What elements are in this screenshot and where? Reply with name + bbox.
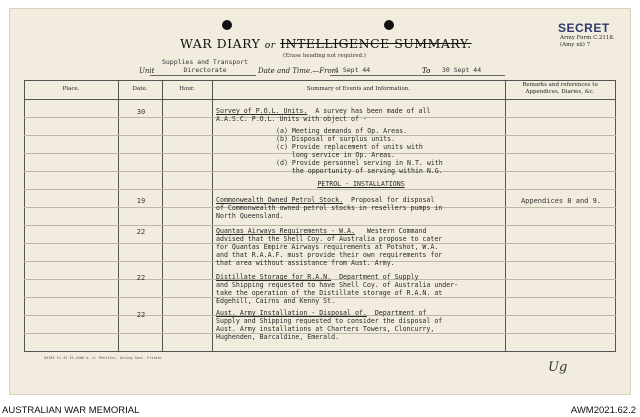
entry-text: Department of Supply [339,273,419,281]
column-header-date: Date. [132,86,148,92]
table-rule [24,225,616,226]
column-header-summary: Summary of Events and Information. [306,86,411,92]
entry-date: 19 [136,197,146,205]
entry-text: that area without assistance from Aust. Army. [216,259,395,267]
column-divider [162,80,163,352]
entry-date: 22 [136,228,146,236]
entry-text: Supply and Shipping requested to consider the disposal of [216,317,443,325]
unit-value [157,58,253,74]
erase-note: (Erase heading not required.) [283,53,366,59]
entry-summary [216,107,506,115]
entry-date: 22 [136,274,146,282]
list-item: (b) Disposal of surplus units. [276,135,396,143]
column-divider [212,80,213,352]
header-divider [24,99,616,100]
entry-summary [216,196,506,204]
page-title [180,36,472,51]
entry-text: advised that the Shell Coy. of Australia propose to cater [216,235,443,243]
form-note: (Amy xii) 7 [560,42,591,48]
entry-text: Proposal for disposal [351,196,435,204]
entry-heading: Aust. Army Installation - Disposal of. [216,309,367,317]
form-number [560,35,615,49]
caption-institution: AUSTRALIAN WAR MEMORIAL [2,405,140,416]
date-underline [330,75,505,76]
entry-text: Hughenden, Barcaldine, Emerald. [216,333,340,341]
entry-text: of Commonwealth owned petrol stocks in resellers pumps in [216,204,443,212]
printer-note: 94183 11.43 19-4306 A. H. Pettifer, Acting Govt. Printer [44,356,163,360]
list-item: (d) Provide personnel serving in N.T. with [276,159,443,167]
entry-text: North Queensland. [216,212,284,220]
list-item: long service in Op. Areas. [276,151,396,159]
entry-text: Aust. Army installations at Charters Towers, Cloncurry, [216,325,435,333]
caption-accession-number: AWM2021.62.2 [570,405,636,416]
column-header-hour: Hour. [179,86,195,92]
form-number-text: Army Form C.2118. [560,35,615,41]
section-heading-text: PETROL - INSTALLATIONS [317,180,405,188]
punch-hole [384,20,394,30]
entry-text: take the operation of the Distillate storage of R.A.N. at [216,289,443,297]
handwritten-mark: Ug [548,360,568,375]
list-item: (a) Meeting demands of Op. Areas. [276,127,408,135]
section-heading [216,180,506,188]
column-header-remarks: Remarks and references to Appendices, Diaries, &c. [522,82,598,95]
secret-stamp: SECRET [558,21,610,35]
remark-appendices: Appendices 8 and 9. [520,197,602,205]
column-divider [118,80,119,352]
entry-text: A.A.S.C. P.O.L. Units with object of - [216,115,367,123]
to-label: To [422,67,431,75]
entry-heading: Survey of P.O.L. Units. [216,107,308,115]
list-item: the opportunity of serving within N.G. [276,167,443,175]
column-header-place: Place. [62,86,80,92]
entry-text: and Shipping requested to have Shell Coy. of Australia under- [216,281,459,289]
title-intelligence-summary: INTELLIGENCE SUMMARY. [280,36,472,51]
entry-text: Edgehill, Cairns and Kenny St. [216,297,336,305]
from-date: 1 Sept 44 [335,66,371,74]
entry-heading: Quantas Airways Requirements - W.A. [216,227,355,235]
date-time-label: Date and Time.—From [258,67,339,75]
entry-text: and that R.A.A.F. must provide their own requirements for [216,251,443,259]
unit-value-line1: Supplies and Transport [161,58,249,66]
entry-heading: Distillate Storage for R.A.N. [216,273,332,281]
entry-date: 30 [136,108,146,116]
punch-hole [222,20,232,30]
entry-summary [216,309,506,317]
entry-summary [216,273,506,281]
unit-value-line2: Directorate [183,66,227,74]
title-war-diary: WAR DIARY [180,36,261,51]
title-or: or [264,41,276,51]
entry-date: 22 [136,311,146,319]
entry-text: Department of [374,309,427,317]
entry-text: for Quantas Empire Airways requirements at Potshot, W.A. [216,243,439,251]
entry-summary [216,227,506,235]
to-date: 30 Sept 44 [442,66,482,74]
unit-label: Unit [139,67,155,75]
entry-text: A survey has been made of all [315,107,431,115]
entry-text: Western Command [366,227,427,235]
list-item: (c) Provide replacement of units with [276,143,423,151]
unit-underline [150,75,256,76]
table-rule [24,189,616,190]
entry-heading: Commonwealth Owned Petrol Stock. [216,196,344,204]
